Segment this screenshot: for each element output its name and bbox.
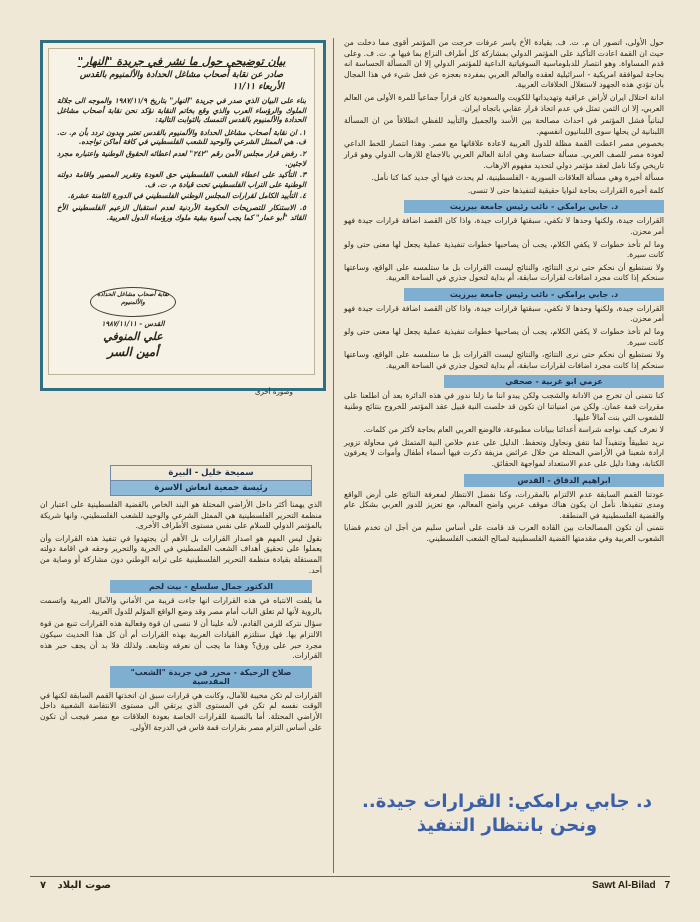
footer-english-name: Sawt Al-Bilad — [592, 880, 656, 891]
doc-sign-date: القدس - ١٩٨٧/١١/١١ — [101, 319, 165, 328]
footer-english-page: 7 — [664, 880, 670, 891]
paragraph: الذي يهمنا أكثر داخل الأراضي المحتلة هو البند الخاص بالقضية الفلسطينية على اعتبار ان منظمة التحرير الفلسطينية هي الممثل الشرعي والوحيد للشعب الفلسطيني، وانها شريكة بالمؤتمر الدولي للسلام على نفس مستوى الأطراف الأخرى. — [40, 500, 322, 531]
doc-stamp — [90, 287, 176, 317]
paragraph: القرارات جيدة، ولكنها وحدها لا تكفي، سبقتها قرارات جيدة، واذا كان القصد اضافة قرارات جيدة فهو أمر محزن. — [344, 216, 664, 236]
section-header-jamal: الدكتور جمال سلسلع - بيت لحم — [110, 580, 312, 593]
footer-right — [592, 880, 670, 891]
paragraph: مسألة أخيرة وهي مسألة العلاقات السورية - الفلسطينية، لم يحدث فيها أي جديد كما كنا نأمل. — [371, 173, 664, 183]
paragraph: حول الأولى، اتصور ان م. ت. ف. بقيادة الأخ ياسر عرفات خرجت من المؤتمر أقوى مما دخلت من حيث ان القمة اعادت التأكيد على المؤتمر الدولي بمشاركة كل أطراف النزاع بما فيها م. ت. ف. وعلى قدم المساواة. وهو انتصار للدبلوماسية السوفياتية الداعية للمؤتمر الدولي إلا ان المسألة الحساسة انه بحاجة لموافقة امريكية - اسرائيلية لعقده والعالم العربي بمفرده بعجزه عن فعل شيء في هذا المجال بأن تؤدي هذه الجهود لاستغلال الخلافات العربية. — [344, 38, 664, 90]
photo-caption: وصورة أخرى — [255, 388, 293, 396]
pull-quote-line-1: د. جابي برامكي: القرارات جيدة.. — [362, 791, 652, 812]
pull-quote-line-2: ونحن بانتظار التنفيذ — [416, 815, 598, 836]
column-divider — [333, 38, 334, 873]
paragraph: القرارات جيدة، ولكنها وحدها لا تكفي، سبقتها قرارات جيدة، واذا كان القصد اضافة قرارات جيدة فهو أمر محزن. — [344, 303, 664, 324]
doc-signature-secretary: أمين السر — [107, 345, 159, 359]
section-header-azmi: عزمي ابو غربية - صحفي — [444, 375, 664, 388]
author-name: سميحة خليل - البيرة — [168, 468, 254, 478]
doc-heading: بيان توضيحي حول ما نشر في جريدة "النهار" — [77, 55, 286, 68]
doc-points — [57, 128, 306, 222]
paragraph: نريد تطبيقاً وتنفيذاً لما نتفق ونحاول وتحفظ. الدليل على عدم خلاص النية المتمثل في محاولة تزوير ارادة شعبنا في الأراضي المحتلة من خلال عرائض مزيفة ذكرت فيها أسماء أطفال وأموات لا يعرفون الكتابة، وهذا دليل على عدم الاستعداد لمواجهة الحقائق. — [344, 437, 664, 468]
paragraph: ولا نستطيع أن نحكم حتى نرى النتائج، والنتائج ليست القرارات بل ما ستلمسه على الواقع، وساعتها سنحكم إذا كانت مجرد اضافات لقرارات سابقة، أم بداية لتحول جذري في الساحة العربية. — [344, 350, 664, 370]
paragraph: سؤال نتركه للزمن القادم، لأنه علينا أن لا ننسى ان قوة وفعالية هذه القرارات تنبع من قوة الالتزام بها. فهل ستلتزم القيادات العربية بهذه القرارات أم أن كل هذا الحديث سيكون مجرد حبر على ورق؟ وهذا ما يجب أن نعرفه ونتابعه. ولذلك فلا بد أن يجف حبر هذه القرارات. — [40, 619, 322, 661]
doc-point: ٣. التأكيد على اعطاء الشعب الفلسطيني حق العودة وتقرير المصير واقامة دولته الوطنية على التراب الفلسطيني تحت قيادة م. ت. ف. — [57, 170, 306, 189]
doc-signature-name: علي المنوفي — [103, 330, 163, 343]
left-column — [40, 462, 322, 735]
footer-arabic-name: صوت البلاد — [57, 880, 112, 891]
doc-point: ٥. الاستنكار للتصريحات الحكومة الأردنية لعدم استقبال الزعيم الفلسطيني الأخ القائد "أبو عمار" كما يجب أسوة ببقية ملوك ورؤساء الدول العربية. — [57, 202, 306, 222]
section-header-jabi-2: د. جابي برامكي - نائب رئيس جامعة بيرزيت — [404, 288, 664, 301]
paragraph: لبنانياً فشل المؤتمر في احداث مصالحة بين الأسد والجميل والتأييد للفظي انطلاقاً من ان المسألة اللبنانية لن يحلها سوى اللبنانيون انفسهم. — [344, 116, 664, 136]
doc-date: الأربعاء ١١/١١ — [232, 82, 284, 92]
footer-left — [40, 880, 111, 891]
doc-point: ٤. التأييد الكامل لقرارات المجلس الوطني الفلسطيني في الدورة الثامنة عشرة. — [67, 191, 306, 201]
doc-intro: بناء على البيان الذي صدر في جريدة "النهار" بتاريخ ١٩٨٧/١١/٩ والموجه الى جلالة الملوك والرؤساء العرب والذي وقع بخاتم النقابة نؤكد نحن نقابة أصحاب مشاغل الحدادة والألمنيوم بالقدس التمسك بالثوابت التالية: — [57, 96, 306, 125]
doc-stamp-text: نقابة أصحاب مشاغل الحدادة والألمنيوم — [97, 291, 169, 306]
paragraph: القرارات لم تكن مخيبة للآمال، وكانت هي قرارات سبق ان اتخذتها القمم السابقة لكنها في الوقت نفسه لم تكن في المستوى الذي يرتقي الى مستوى الانتفاضة الشعبية داخل الأراضي المحتلة. أما بالنسبة للقرارات الخاصة بعودة العلاقات مع مصر فيجب أن تكون على أساس التزام مصر بقرارات قمة فاس في الدرجة الأولى. — [40, 690, 322, 732]
footer-rule — [30, 876, 670, 877]
paragraph: لا نعرف كيف نواجه شراسة أعدائنا ببيانات مطبوعة، فالوضع العربي العام بحاجة لأكثر من كلمات. — [363, 425, 664, 435]
paragraph: وما لم تأخذ خطوات لا يكفي الكلام، يجب أن يصاحبها خطوات تنفيذية عملية يجعل لها معنى حتى ولو كانت سيرة. — [344, 239, 664, 260]
author-box-samiha — [110, 465, 312, 496]
paragraph: ولا نستطيع أن نحكم حتى نرى النتائج، والنتائج ليست القرارات بل ما ستلمسه على الواقع، وساعتها سنحكم إذا كانت مجرد اضافات لقرارات سابقة، أم بداية لتحول جذري في الساحة العربية. — [344, 262, 664, 283]
paragraph: وما لم تأخذ خطوات لا يكفي الكلام، يجب أن يصاحبها خطوات تنفيذية عملية يجعل لها معنى حتى ولو كانت سيرة. — [344, 327, 664, 347]
section-header-salah: صلاح الزحيكة - محرر في جريدة "الشعب" المقدسية — [110, 666, 312, 688]
section-header-jabi-1: د. جابي برامكي - نائب رئيس جامعة بيرزيت — [404, 200, 664, 213]
paragraph: نقول ليس المهم هو اصدار القرارات بل الأهم أن يجتهدوا في تنفيذ هذه القرارات وأن يعملوا على تحقيق أهداف الشعب الفلسطيني في الحرية والتحرير وحقه في اقامة دولته المستقلة بقيادة منظمة التحرير الفلسطينية على ترابه الوطني دون مشاركة أو وصاية من أحد. — [40, 533, 322, 575]
paragraph: عودتنا القمم السابقة عدم الالتزام بالمقررات، وكنا نفضل الانتظار لمعرفة النتائج على أرض الواقع ومدى تنفيذها. نأمل ان يكون هناك موقف عربي واضح المعالم، مع تعزيز للدور العربي بشكل عام والقضية الفلسطينية في المنطقة. — [344, 489, 664, 520]
footer-arabic-page: ٧ — [40, 880, 47, 891]
paragraph: كنا نتمنى أن تخرج من الادانة والشجب ولكن يبدو اننا ما زلنا ندور في هذه الدائرة بعد أن اطلعنا على مقررات قمة عمان. ولكن من امنياتنا ان تكون قد خلصت النية قبيل عقد المؤتمر للخروج بنتائج وطنية للشعوب التي بنت آمالاً عليها. — [344, 391, 664, 422]
doc-signature-block — [63, 287, 203, 359]
paragraph: ادانة احتلال ايران لأراض عراقية وتهديداتها للكويت والسعودية كان قراراً جماعياً للمرة الأولى من العالم العربي، إلا ان الثمن تمثل في عدم اتخاذ قرار عقابي باتجاه ايران. — [344, 92, 664, 113]
right-column — [344, 38, 664, 547]
author-title: رئيسة جمعية انعاش الاسرة — [111, 480, 311, 495]
paragraph: نتمنى أن تكون المصالحات بين القادة العرب قد قامت على أساس سليم من أجل ان تخدم قضايا الشعوب العربية وفي مقدمتها القضية الفلسطينية لصالح الشعب الفلسطيني. — [344, 523, 664, 543]
pull-quote — [352, 790, 662, 838]
section-header-ibrahim: ابراهيم الدقاق - القدس — [464, 474, 664, 487]
doc-point: ١. ان نقابة أصحاب مشاغل الحدادة والألمنيوم بالقدس تعتبر وبدون تردد بأن م. ت. ف. هي الممثل الشرعي والوحيد للشعب الفلسطيني في كافة أماكن تواجده. — [57, 127, 306, 147]
doc-issuer: صادر عن نقابة أصحاب مشاغل الحدادة والألمنيوم بالقدس — [79, 70, 284, 80]
paragraph: بخصوص مصر اعطت القمة مظلة للدول العربية لاعادة علاقاتها مع مصر. وهذا انتصار للخط الداعي لعودة مصر للصف العربي. مسألة حساسة وهي ادانة العالم العربي بالاجماع للارهاب الدولي وهو قرار تاريخي وكنا نامل لعقد مؤتمر دولي لتحديد مفهوم الارهاب. — [344, 139, 664, 170]
paragraph: كلمة أخيرة القرارات بحاجة لنوايا حقيقية لتنفيذها حتى لا تنسى. — [467, 185, 664, 195]
document-photo — [48, 48, 315, 375]
paragraph: ما يلفت الانتباه في هذه القرارات انها جاءت قريبة من الأماني والآمال العربية واتسمت بالروية لأنها لم تغلق الباب أمام مصر وقد وضع الواقع المؤلم للدول العربية. — [40, 596, 322, 616]
doc-point: ٢. رفض قرار مجلس الأمن رقم "٢٤٢" لعدم اعطائه الحقوق الوطنية واعتباره مجرد لاجئين. — [57, 148, 306, 168]
